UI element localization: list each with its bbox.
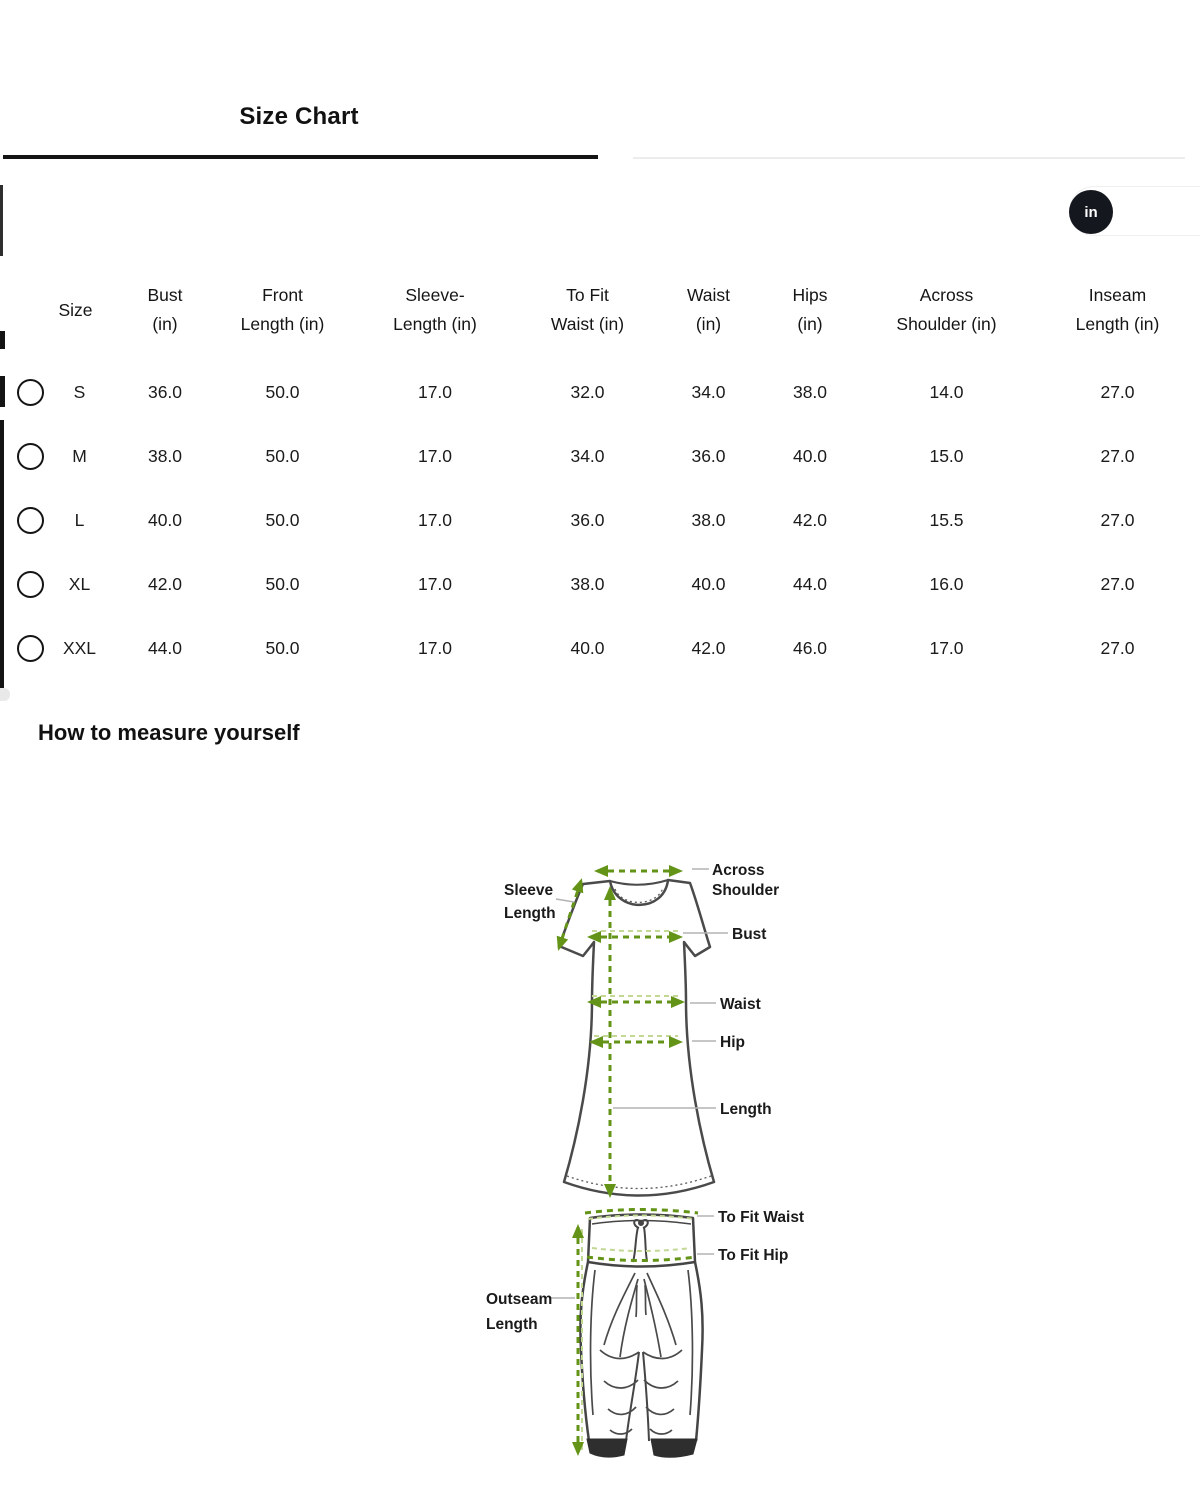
table-row: [0, 616, 1200, 680]
size-cell: [0, 507, 115, 534]
tab-size-chart[interactable]: Size Chart: [239, 103, 359, 130]
column-header-line: Length (in): [393, 314, 477, 334]
table-cell: 50.0: [265, 445, 300, 466]
column-header-line: (in): [152, 314, 178, 334]
column-header-bust: [115, 281, 215, 339]
size-label: M: [72, 445, 87, 466]
column-header-line: To Fit: [566, 285, 609, 305]
column-header-line: Size: [58, 299, 93, 320]
column-header-front-length: [215, 281, 350, 339]
table-cell: 17.0: [417, 509, 453, 530]
label-length: Length: [720, 1101, 772, 1118]
table-cell: 17.0: [929, 637, 964, 658]
column-header-line: Sleeve-: [405, 285, 465, 305]
table-cell: 36.0: [147, 381, 183, 402]
column-header-sleeve-length: [350, 281, 520, 339]
label-to-fit-waist: To Fit Waist: [718, 1209, 805, 1226]
table-cell: 38.0: [792, 381, 828, 402]
column-header-line: Bust: [147, 285, 183, 305]
column-header-line: Hips: [792, 285, 828, 305]
size-cell: [0, 379, 115, 406]
table-cell: 46.0: [792, 637, 828, 658]
unit-inches-badge[interactable]: in: [1069, 190, 1113, 234]
fabric-folds: [591, 1270, 693, 1434]
size-cell: [0, 635, 115, 662]
clipped-edge-fragment: [0, 688, 10, 701]
table-cell: 36.0: [691, 445, 726, 466]
column-header-line: Waist (in): [550, 314, 625, 334]
table-cell: 14.0: [929, 381, 964, 402]
table-cell: 50.0: [265, 509, 300, 530]
table-cell: 27.0: [1100, 573, 1135, 594]
label-outseam-length: Outseam: [486, 1291, 553, 1308]
size-cell: [0, 571, 115, 598]
column-header-line: Front: [262, 285, 303, 305]
clipped-edge-line: [0, 185, 3, 256]
ankle-cuffs: [587, 1439, 697, 1457]
column-header-across-shoulder: [858, 281, 1035, 339]
size-radio-s[interactable]: [17, 379, 44, 406]
table-cell: 50.0: [265, 573, 300, 594]
table-cell: 16.0: [929, 573, 964, 594]
size-cell: [0, 443, 115, 470]
tab-bar-divider: [633, 157, 1185, 159]
table-cell: 27.0: [1100, 381, 1135, 402]
table-row: [0, 360, 1200, 424]
size-radio-xxl[interactable]: [17, 635, 44, 662]
column-header-line: Waist: [686, 285, 731, 305]
table-rows: [0, 360, 1200, 680]
table-row: [0, 552, 1200, 616]
column-header-line: Shoulder (in): [896, 314, 997, 334]
column-header-to-fit-waist: [520, 281, 655, 339]
size-label: S: [73, 381, 86, 402]
table-cell: 17.0: [417, 445, 453, 466]
table-cell: 15.5: [929, 509, 964, 530]
label-across-shoulder: Across: [712, 862, 765, 879]
table-cell: 40.0: [691, 573, 726, 594]
table-cell: 27.0: [1100, 445, 1135, 466]
size-label: XL: [68, 573, 91, 594]
table-cell: 38.0: [570, 573, 605, 594]
column-header-line: Length (in): [240, 314, 325, 334]
column-header-inseam-length: [1035, 281, 1200, 339]
table-cell: 50.0: [265, 637, 300, 658]
table-cell: 27.0: [1100, 509, 1135, 530]
kurta-outline: [559, 880, 714, 1196]
label-hip: Hip: [720, 1034, 745, 1051]
table-cell: 38.0: [691, 509, 726, 530]
table-cell: 44.0: [147, 637, 183, 658]
label-across-shoulder: Shoulder: [712, 882, 780, 899]
table-cell: 50.0: [265, 381, 300, 402]
column-header-hips: [762, 281, 858, 339]
table-cell: 34.0: [691, 381, 726, 402]
column-header-size: [0, 296, 115, 325]
column-header-line: Length (in): [1075, 314, 1160, 334]
table-cell: 15.0: [929, 445, 964, 466]
column-header-line: (in): [797, 314, 823, 334]
column-header-line: Across: [919, 285, 974, 305]
label-sleeve-length: Length: [504, 905, 556, 922]
table-cell: 40.0: [147, 509, 183, 530]
label-outseam-length: Length: [486, 1316, 538, 1333]
table-cell: 32.0: [570, 381, 605, 402]
label-to-fit-hip: To Fit Hip: [718, 1247, 789, 1264]
size-radio-xl[interactable]: [17, 571, 44, 598]
size-radio-l[interactable]: [17, 507, 44, 534]
column-header-line: (in): [695, 314, 722, 334]
table-cell: 42.0: [147, 573, 183, 594]
table-header-row: [0, 278, 1200, 342]
table-cell: 40.0: [570, 637, 605, 658]
column-header-line: Inseam: [1088, 285, 1147, 305]
section-title: How to measure yourself: [38, 720, 300, 745]
table-row: [0, 424, 1200, 488]
size-table: [0, 278, 1200, 680]
active-tab-underline: [3, 155, 598, 159]
table-cell: 44.0: [792, 573, 828, 594]
table-row: [0, 488, 1200, 552]
table-cell: 38.0: [147, 445, 183, 466]
label-waist: Waist: [720, 996, 761, 1013]
size-label: L: [74, 509, 85, 530]
table-cell: 17.0: [417, 637, 453, 658]
table-cell: 17.0: [417, 573, 453, 594]
table-cell: 36.0: [570, 509, 605, 530]
column-header-waist: [655, 281, 762, 339]
table-cell: 42.0: [792, 509, 828, 530]
table-cell: 34.0: [570, 445, 605, 466]
table-cell: 42.0: [691, 637, 726, 658]
label-bust: Bust: [732, 926, 767, 943]
size-label: XXL: [62, 637, 97, 658]
to-fit-waist-line: [585, 1210, 698, 1214]
size-radio-m[interactable]: [17, 443, 44, 470]
measurement-diagram: [440, 845, 840, 1495]
label-sleeve-length: Sleeve: [504, 882, 554, 899]
table-cell: 40.0: [792, 445, 828, 466]
table-cell: 17.0: [417, 381, 453, 402]
table-cell: 27.0: [1100, 637, 1135, 658]
